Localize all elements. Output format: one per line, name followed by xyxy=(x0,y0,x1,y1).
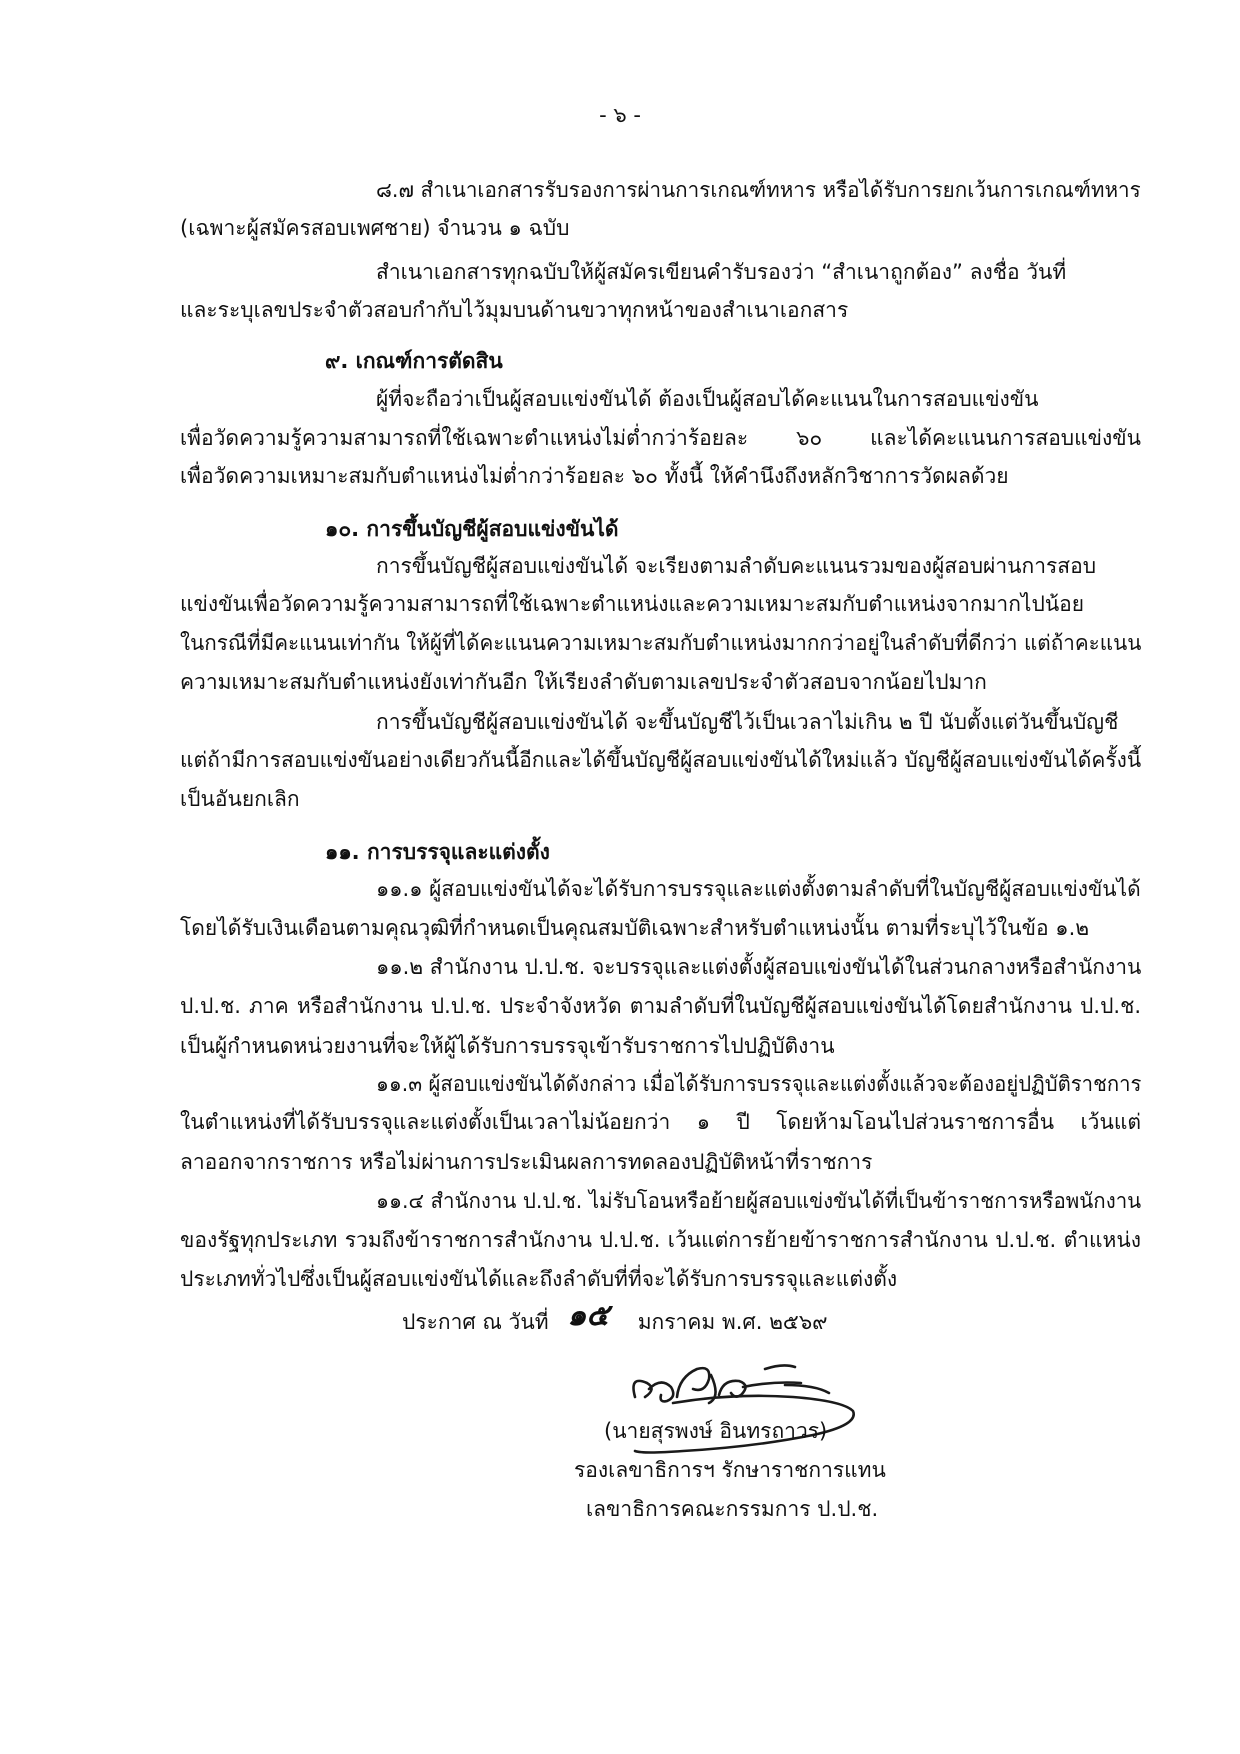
page-number: - ๖ - xyxy=(599,103,641,127)
section-11-4-line-1: ๑๑.๔ สำนักงาน ป.ป.ช. ไม่รับโอนหรือย้ายผู้สอบแข่งขันได้ที่เป็นข้าราชการหรือพนักงาน xyxy=(376,1189,1142,1213)
section-10-line-6: แต่ถ้ามีการสอบแข่งขันอย่างเดียวกันนี้อีกและได้ขึ้นบัญชีผู้สอบแข่งขันได้ใหม่แล้ว บัญชีผู้สอบแข่งขันได้ครั้งนี้ xyxy=(180,748,1142,772)
section-11-heading: ๑๑. การบรรจุและแต่งตั้ง xyxy=(325,840,550,864)
section-9-line-3: เพื่อวัดความเหมาะสมกับตำแหน่งไม่ต่ำกว่าร้อยละ ๖๐ ทั้งนี้ ให้คำนึงถึงหลักวิชาการวัดผลด้วย xyxy=(180,464,1009,488)
section-11-2-line-1: ๑๑.๒ สำนักงาน ป.ป.ช. จะบรรจุและแต่งตั้งผู้สอบแข่งขันได้ในส่วนกลางหรือสำนักงาน xyxy=(376,955,1142,979)
signatory-title-2: เลขาธิการคณะกรรมการ ป.ป.ช. xyxy=(586,1497,879,1521)
section-9-line-1: ผู้ที่จะถือว่าเป็นผู้สอบแข่งขันได้ ต้องเป็นผู้สอบได้คะแนนในการสอบแข่งขัน xyxy=(376,387,1039,411)
section-10-line-3: ในกรณีที่มีคะแนนเท่ากัน ให้ผู้ที่ได้คะแนนความเหมาะสมกับตำแหน่งมากกว่าอยู่ในลำดับที่ดีกว่า แต่ถ้าคะแนน xyxy=(180,631,1142,655)
section-10-line-4: ความเหมาะสมกับตำแหน่งยังเท่ากันอีก ให้เรียงลำดับตามเลขประจำตัวสอบจากน้อยไปมาก xyxy=(180,670,987,694)
copy-cert-line-2: และระบุเลขประจำตัวสอบกำกับไว้มุมบนด้านขวาทุกหน้าของสำเนาเอกสาร xyxy=(180,298,849,322)
announcement-date xyxy=(402,1298,828,1335)
section-11-1-line-2: โดยได้รับเงินเดือนตามคุณวุฒิที่กำหนดเป็นคุณสมบัติเฉพาะสำหรับตำแหน่งนั้น ตามที่ระบุไว้ในข้อ ๑.๒ xyxy=(180,916,1090,940)
section-9-line-2: เพื่อวัดความรู้ความสามารถที่ใช้เฉพาะตำแหน่งไม่ต่ำกว่าร้อยละ ๖๐ และได้คะแนนการสอบแข่งขัน xyxy=(180,426,1141,450)
section-11-3-line-1: ๑๑.๓ ผู้สอบแข่งขันได้ดังกล่าว เมื่อได้รับการบรรจุและแต่งตั้งแล้วจะต้องอยู่ปฏิบัติราชการ xyxy=(376,1072,1142,1096)
section-10-line-1: การขึ้นบัญชีผู้สอบแข่งขันได้ จะเรียงตามลำดับคะแนนรวมของผู้สอบผ่านการสอบ xyxy=(376,554,1097,578)
signatory-name: (นายสุรพงษ์ อินทรถาวร) xyxy=(604,1419,828,1443)
section-10-line-2: แข่งขันเพื่อวัดความรู้ความสามารถที่ใช้เฉพาะตำแหน่งและความเหมาะสมกับตำแหน่งจากมากไปน้อย xyxy=(180,592,1085,616)
signatory-title-1: รองเลขาธิการฯ รักษาราชการแทน xyxy=(574,1458,886,1482)
handwritten-signature xyxy=(615,1345,885,1470)
section-10-line-5: การขึ้นบัญชีผู้สอบแข่งขันได้ จะขึ้นบัญชีไว้เป็นเวลาไม่เกิน ๒ ปี นับตั้งแต่วันขึ้นบัญชี xyxy=(376,710,1119,734)
section-11-3-line-3: ลาออกจากราชการ หรือไม่ผ่านการประเมินผลการทดลองปฏิบัติหน้าที่ราชการ xyxy=(180,1150,873,1174)
announcement-month-year: มกราคม พ.ศ. ๒๕๖๙ xyxy=(637,1310,828,1334)
section-11-2-line-3: เป็นผู้กำหนดหน่วยงานที่จะให้ผู้ได้รับการบรรจุเข้ารับราชการไปปฏิบัติงาน xyxy=(180,1034,835,1058)
section-11-2-line-2: ป.ป.ช. ภาค หรือสำนักงาน ป.ป.ช. ประจำจังหวัด ตามลำดับที่ในบัญชีผู้สอบแข่งขันได้โดยสำนักงาน ป.ป.ช. xyxy=(180,994,1141,1018)
announcement-prefix: ประกาศ ณ วันที่ xyxy=(402,1310,549,1334)
section-10-line-7: เป็นอันยกเลิก xyxy=(180,787,300,811)
section-11-1-line-1: ๑๑.๑ ผู้สอบแข่งขันได้จะได้รับการบรรจุและแต่งตั้งตามลำดับที่ในบัญชีผู้สอบแข่งขันได้ xyxy=(376,877,1141,901)
para-8-7-line-1: ๘.๗ สำเนาเอกสารรับรองการผ่านการเกณฑ์ทหาร หรือได้รับการยกเว้นการเกณฑ์ทหาร xyxy=(376,178,1141,202)
section-11-4-line-2: ของรัฐทุกประเภท รวมถึงข้าราชการสำนักงาน ป.ป.ช. เว้นแต่การย้ายข้าราชการสำนักงาน ป.ป.ช. ตำแหน่ง xyxy=(180,1228,1141,1252)
copy-cert-line-1: สำเนาเอกสารทุกฉบับให้ผู้สมัครเขียนคำรับรองว่า “สำเนาถูกต้อง” ลงชื่อ วันที่ xyxy=(376,260,1067,284)
announcement-day: ๑๕ xyxy=(567,1298,609,1333)
section-10-heading: ๑๐. การขึ้นบัญชีผู้สอบแข่งขันได้ xyxy=(325,517,619,541)
section-11-4-line-3: ประเภททั่วไปซึ่งเป็นผู้สอบแข่งขันได้และถึงลำดับที่ที่จะได้รับการบรรจุและแต่งตั้ง xyxy=(180,1267,898,1291)
para-8-7-line-2: (เฉพาะผู้สมัครสอบเพศชาย) จำนวน ๑ ฉบับ xyxy=(180,216,570,240)
section-11-3-line-2: ในตำแหน่งที่ได้รับบรรจุและแต่งตั้งเป็นเวลาไม่น้อยกว่า ๑ ปี โดยห้ามโอนไปส่วนราชการอื่น เว้นแต่ xyxy=(180,1110,1141,1134)
section-9-heading: ๙. เกณฑ์การตัดสิน xyxy=(325,349,503,373)
